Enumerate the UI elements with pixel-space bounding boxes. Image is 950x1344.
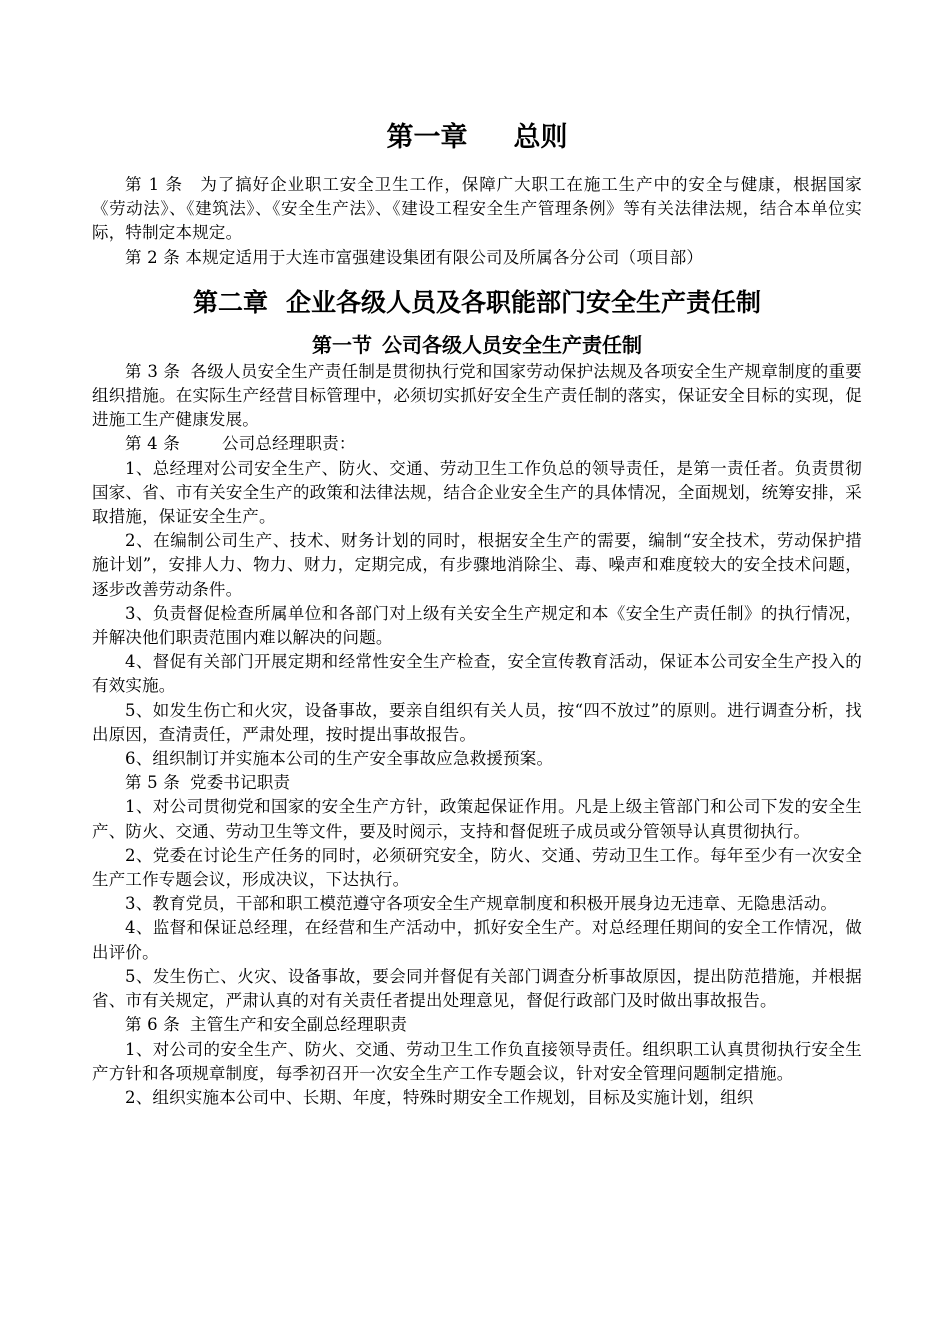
article-5-item: 1、对公司贯彻党和国家的安全生产方针，政策起保证作用。凡是上级主管部门和公司下发的安全生产、防火、交通、劳动卫生等文件，要及时阅示，支持和督促班子成员或分管领导认真贯彻执行。 bbox=[92, 797, 862, 841]
chapter-2-title: 企业各级人员及各职能部门安全生产责任制 bbox=[286, 287, 762, 317]
article-3-paragraph bbox=[92, 360, 862, 433]
section-1-heading bbox=[92, 332, 862, 358]
document-page bbox=[92, 116, 862, 1110]
article-4-item: 3、负责督促检查所属单位和各部门对上级有关安全生产规定和本《安全生产责任制》的执行情况，并解决他们职责范围内难以解决的问题。 bbox=[92, 603, 862, 648]
article-6-paragraph bbox=[92, 1013, 862, 1037]
article-4-item: 5、如发生伤亡和火灾，设备事故，要亲自组织有关人员，按“四不放过”的原则。进行调查分析，找出原因，查清责任，严肃处理，按时提出事故报告。 bbox=[92, 700, 862, 744]
article-4-item: 4、督促有关部门开展定期和经常性安全生产检查，安全宣传教育活动，保证本公司安全生产投入的有效实施。 bbox=[92, 652, 862, 696]
article-5-item: 2、党委在讨论生产任务的同时，必须研究安全，防火、交通、劳动卫生工作。每年至少有一次安全生产工作专题会议，形成决议，下达执行。 bbox=[92, 845, 862, 890]
article-3-text: 各级人员安全生产责任制是贯彻执行党和国家劳动保护法规及各项安全生产规章制度的重要组织措施。在实际生产经营目标管理中，必须切实抓好安全生产责任制的落实，保证安全目标的实现，促进施工生产健康发展。 bbox=[92, 361, 862, 430]
article-5-item: 3、教育党员，干部和职工模范遵守各项安全生产规章制度和积极开展身边无违章、无隐患活动。 bbox=[125, 894, 838, 914]
article-6-text: 主管生产和安全副总经理职责 bbox=[190, 1015, 408, 1035]
chapter-2-number: 第二章 bbox=[192, 287, 268, 317]
article-4-text: 公司总经理职责： bbox=[222, 434, 356, 454]
article-4-item: 6、组织制订并实施本公司的生产安全事故应急救援预案。 bbox=[125, 749, 554, 769]
article-5-label: 第 5 条 bbox=[125, 773, 180, 793]
article-5-paragraph bbox=[92, 771, 862, 795]
article-6-item: 2、组织实施本公司中、长期、年度，特殊时期安全工作规划，目标及实施计划，组织 bbox=[125, 1087, 754, 1107]
article-2-paragraph: 第 2 条 本规定适用于大连市富强建设集团有限公司及所属各分公司（项目部） bbox=[125, 247, 704, 267]
article-5-item: 4、监督和保证总经理，在经营和生产活动中，抓好安全生产。对总经理任期间的安全工作情况，做出评价。 bbox=[92, 918, 862, 962]
article-4-item: 2、在编制公司生产、技术、财务计划的同时，根据安全生产的需要，编制“安全技术，劳动保护措施计划”，安排人力、物力、财力，定期完成，有步骤地消除尘、毒、噪声和难度较大的安全技术问题，逐步改善劳动条件。 bbox=[92, 531, 862, 599]
article-6-item: 1、对公司的安全生产、防火、交通、劳动卫生工作负直接领导责任。组织职工认真贯彻执行安全生产方针和各项规章制度，每季初召开一次安全生产工作专题会议，针对安全管理问题制定措施。 bbox=[92, 1039, 862, 1083]
article-4-label: 第 4 条 bbox=[125, 434, 180, 454]
article-5-text: 党委书记职责 bbox=[190, 773, 291, 793]
article-4-item: 1、总经理对公司安全生产、防火、交通、劳动卫生工作负总的领导责任，是第一责任者。负责贯彻国家、省、市有关安全生产的政策和法律法规，结合企业安全生产的具体情况，全面规划，统筹安排，采取措施，保证安全生产。 bbox=[92, 458, 862, 527]
article-5-item: 5、发生伤亡、火灾、设备事故，要会同并督促有关部门调查分析事故原因，提出防范措施，并根据省、市有关规定，严肃认真的对有关责任者提出处理意见，督促行政部门及时做出事故报告。 bbox=[92, 966, 862, 1011]
article-4-paragraph bbox=[92, 432, 862, 456]
article-3-label: 第 3 条 bbox=[125, 361, 181, 381]
article-1-paragraph: 第 1 条 为了搞好企业职工安全卫生工作，保障广大职工在施工生产中的安全与健康，根据国家《劳动法》、《建筑法》、《安全生产法》、《建设工程安全生产管理条例》等有关法律法规，结合本单位实际，特制定本规定。 bbox=[92, 175, 862, 243]
chapter-1-title: 总则 bbox=[513, 122, 568, 153]
chapter-1-number: 第一章 bbox=[386, 122, 468, 153]
section-1-number: 第一节 bbox=[312, 332, 372, 357]
chapter-2-heading bbox=[92, 287, 862, 317]
chapter-1-heading bbox=[92, 124, 862, 151]
article-6-label: 第 6 条 bbox=[125, 1015, 180, 1035]
section-1-title: 公司各级人员安全生产责任制 bbox=[382, 332, 642, 357]
